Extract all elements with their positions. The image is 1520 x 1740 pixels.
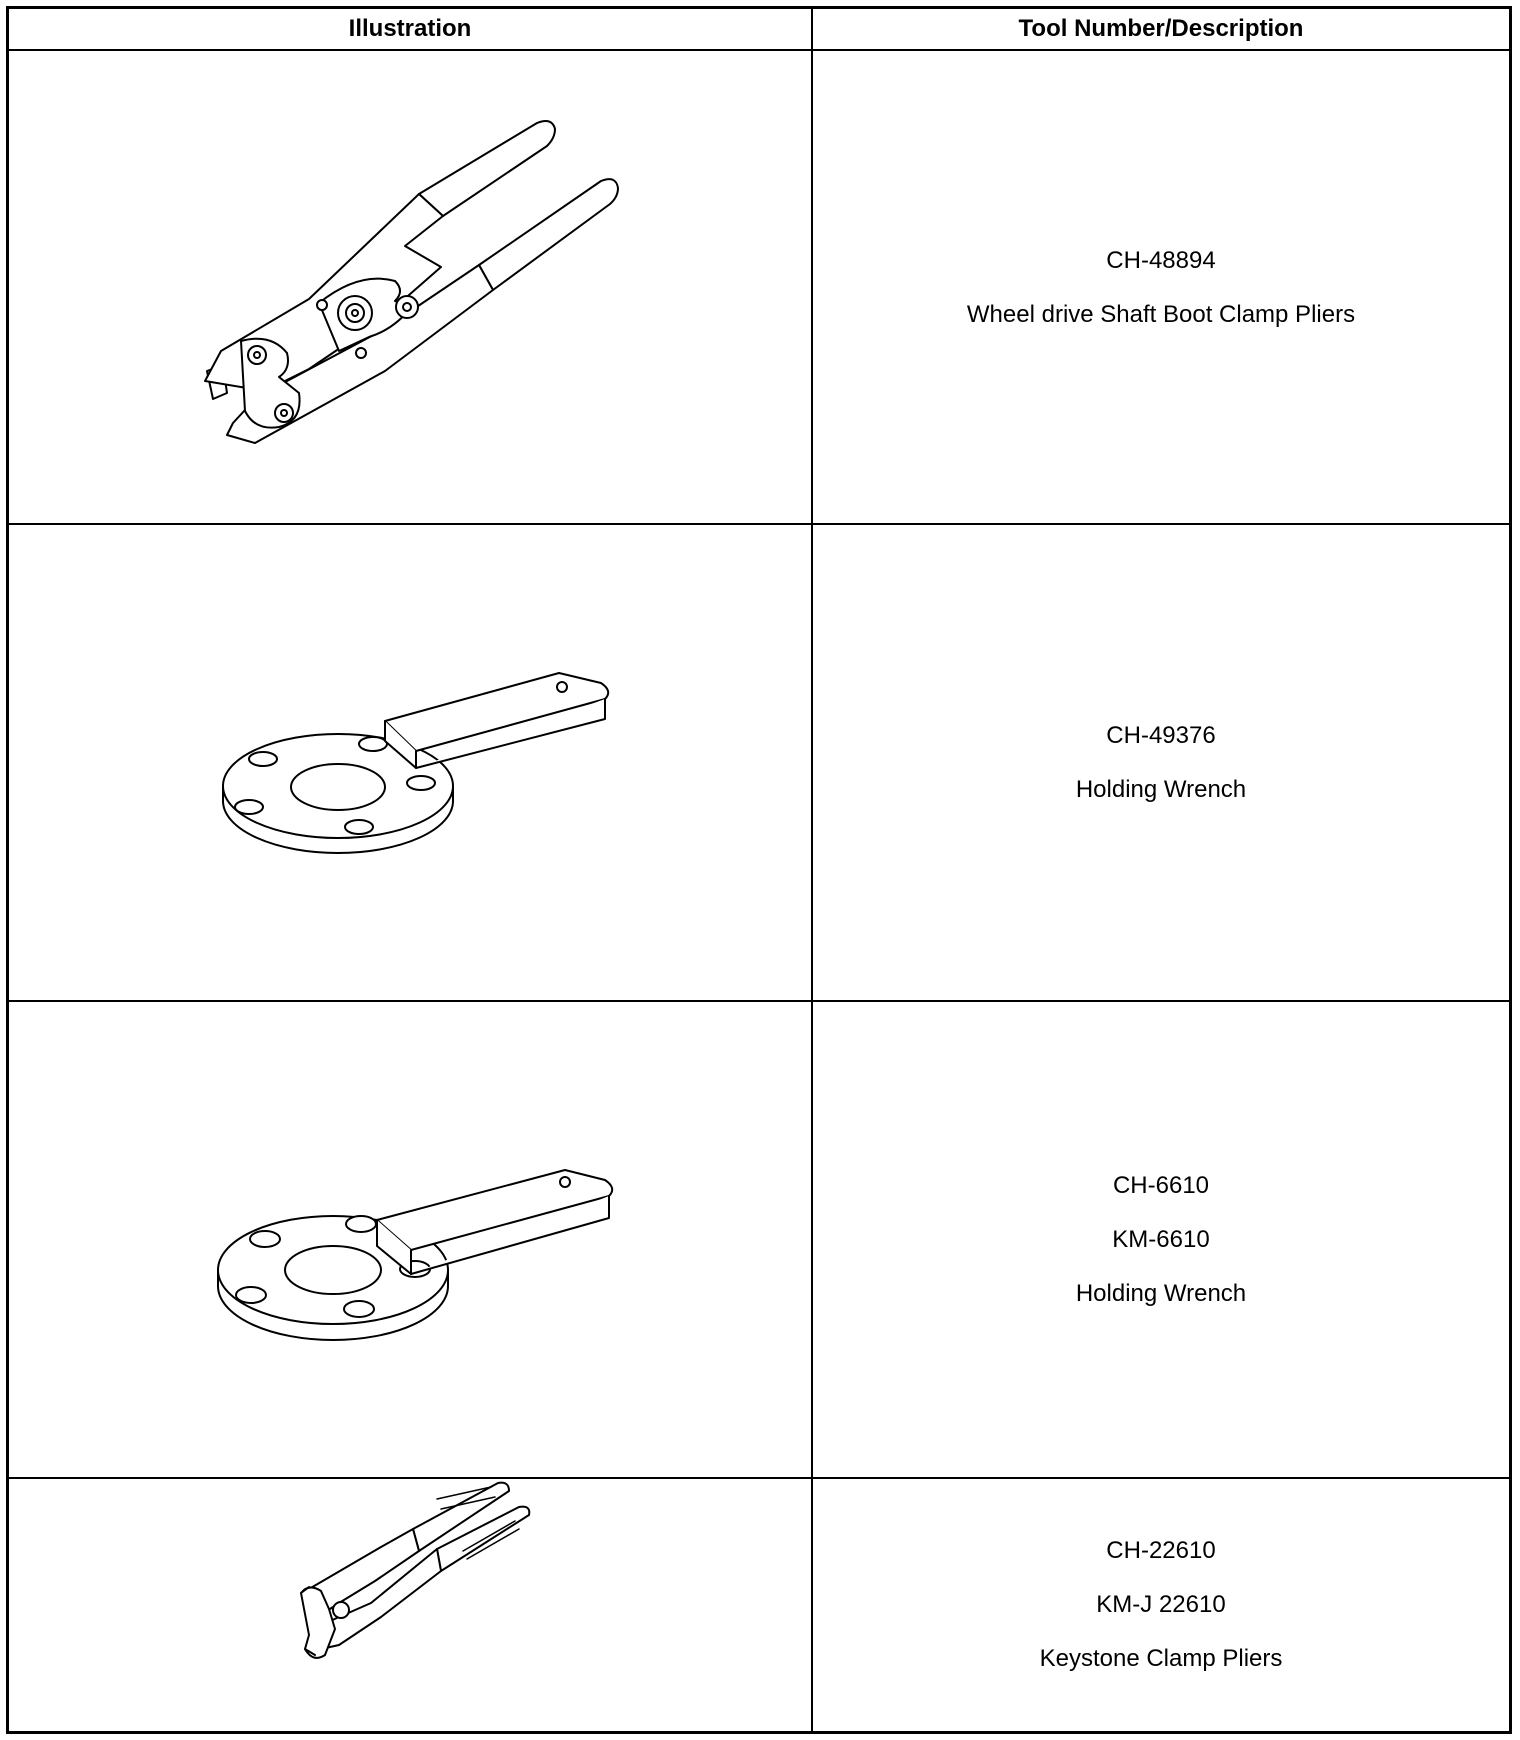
tool-number: CH-49376 — [1106, 721, 1216, 749]
boot-clamp-pliers-icon — [9, 51, 811, 523]
table-row-1-description — [813, 53, 1509, 523]
table-row-4-description — [813, 1479, 1509, 1731]
tool-description: Holding Wrench — [1075, 775, 1247, 803]
tool-number-alternate: KM-J 22610 — [1096, 1591, 1226, 1618]
tool-number: CH-48894 — [1106, 247, 1216, 274]
table-row-3-illustration — [9, 1002, 811, 1477]
table-row-3-description — [813, 1002, 1509, 1477]
keystone-clamp-pliers-icon — [9, 1479, 811, 1731]
header-illustration — [9, 9, 811, 51]
table-row-1-illustration — [9, 51, 811, 523]
tool-number: CH-22610 — [1106, 1537, 1216, 1564]
header-illustration-label: Illustration — [348, 15, 472, 42]
header-description — [813, 9, 1509, 51]
table-row-4-illustration — [9, 1479, 811, 1731]
tool-number: CH-6610 — [1112, 1171, 1210, 1199]
header-description-label: Tool Number/Description — [1018, 15, 1304, 42]
holding-wrench-icon — [9, 1002, 811, 1477]
table-row-2-description — [813, 525, 1509, 1000]
table-row-2-illustration — [9, 525, 811, 1000]
tool-description: Keystone Clamp Pliers — [1039, 1645, 1283, 1672]
holding-wrench-icon — [9, 525, 811, 1000]
tool-description: Holding Wrench — [1075, 1279, 1247, 1307]
tool-table — [6, 6, 1512, 1734]
tool-description: Wheel drive Shaft Boot Clamp Pliers — [966, 301, 1356, 328]
tool-number-alternate: KM-6610 — [1112, 1225, 1210, 1253]
